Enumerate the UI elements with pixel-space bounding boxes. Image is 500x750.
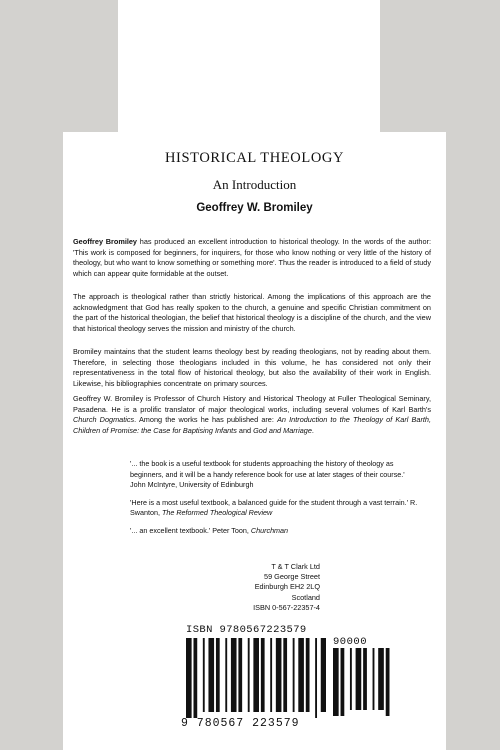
barcode-bar [208, 638, 214, 712]
bio-title-intro-barth: An Introduction to the Theology of Karl Barth, Children of Promise: the Case for Baptising Infants [73, 415, 431, 435]
barcode-bar [378, 648, 384, 710]
description-paragraph-1 [73, 237, 431, 279]
quote-text: '... the book is a useful textbook for students approaching the history of theology as beginners, and it will be a handy reference book for use at later stages of their course.' John McIntyre, University of Edinburgh [130, 459, 405, 489]
quote-text: 'Here is a most useful textbook, a balanced guide for the student through a vast terrain.' R. Swanton, [130, 497, 418, 517]
barcode-bar [373, 648, 375, 710]
publisher-street: 59 George Street [264, 572, 320, 582]
bio-title-church-dogmatics: Church Dogmatics [73, 415, 135, 424]
barcode-bar [193, 638, 197, 718]
review-quotes [130, 459, 420, 543]
publisher-city: Edinburgh EH2 2LQ [254, 582, 320, 592]
description-paragraph-2: The approach is theological rather than strictly historical. Among the implications of this approach are the acknowledgment that God has really spoken to the church, a genuine and specific Christian commitment on the part of the historical theologian, the belief that historical theology is a discipline of the church, and the view that historical theology serves the mission and ministry of the church. [73, 292, 431, 333]
barcode-bar [386, 648, 390, 716]
barcode-bar [293, 638, 295, 712]
barcode-bar [333, 648, 339, 716]
bio-text-c: and [236, 425, 254, 435]
barcode-bar [283, 638, 287, 712]
barcode-bar [321, 638, 326, 712]
barcode-bar [203, 638, 205, 712]
barcode-bar [363, 648, 367, 710]
review-quote [130, 498, 420, 519]
barcode-bar [225, 638, 227, 712]
barcode-bar [306, 638, 310, 712]
quote-text: '... an excellent textbook.' Peter Toon, [130, 525, 251, 535]
barcode-bar [248, 638, 250, 712]
bio-text-d: . [311, 425, 314, 435]
quote-source: The Reformed Theological Review [161, 508, 273, 517]
barcode [181, 624, 395, 734]
book-title: HISTORICAL THEOLOGY [164, 150, 345, 166]
barcode-bar [350, 648, 352, 710]
paragraph-1-text: has produced an excellent introduction to historical theology. In the words of the author: 'This work is composed for beginners, for inquirers, for those who know nothing or very little of the history of theology, but who want to know something or something more'. Thus the reader is introduced to a field of study which can appear quite formidable at the outset. [73, 237, 431, 278]
publisher-isbn: ISBN 0-567-22357-4 [253, 602, 320, 612]
quote-source: Churchman [250, 525, 289, 535]
ean13-bars [186, 638, 326, 718]
author-name-bold: Geoffrey Bromiley [73, 237, 137, 246]
barcode-bar [270, 638, 272, 712]
bio-text-b: . Among the works he has published are: [134, 415, 278, 424]
barcode-bar [276, 638, 282, 712]
barcode-bar [216, 638, 220, 712]
review-quote [130, 526, 420, 537]
book-subtitle: An Introduction [212, 177, 297, 192]
publisher-name: T & T Clark Ltd [271, 562, 320, 571]
barcode-bar [231, 638, 237, 712]
barcode-bar [253, 638, 259, 712]
book-author: Geoffrey W. Bromiley [196, 202, 313, 214]
bio-title-god-marriage: God and Marriage [253, 425, 312, 435]
bio-text-a: Geoffrey W. Bromiley is Professor of Church History and Historical Theology at Fuller Theological Seminary, Pasadena. He is a prolific translator of major theological works, including several volumes of Karl Barth's [73, 394, 431, 414]
barcode-bar [341, 648, 345, 716]
barcode-digits: 9 780567 223579 [181, 717, 300, 730]
barcode-bar [356, 648, 362, 710]
barcode-bar [238, 638, 242, 712]
barcode-isbn-label: ISBN 9780567223579 [186, 624, 307, 636]
description-paragraph-3: Bromiley maintains that the student learns theology best by reading theologians, not by reading about them. Therefore, in selecting those theologians included in this volume, he has considered not only their representativeness in the total flow of historical theology, but also the availability of their work in English. Likewise, his bibliographies concentrate on primary sources. [73, 347, 431, 388]
barcode-bar [315, 638, 317, 718]
barcode-bar [186, 638, 192, 718]
barcode-bar [298, 638, 304, 712]
top-white-band [118, 0, 380, 132]
publisher-country: Scotland [291, 592, 320, 602]
review-quote [130, 459, 420, 491]
barcode-bar [261, 638, 265, 712]
publisher-block [200, 562, 320, 613]
barcode-price-code: 90000 [333, 636, 368, 648]
author-bio-paragraph [73, 394, 431, 436]
addon-bars [333, 648, 391, 718]
